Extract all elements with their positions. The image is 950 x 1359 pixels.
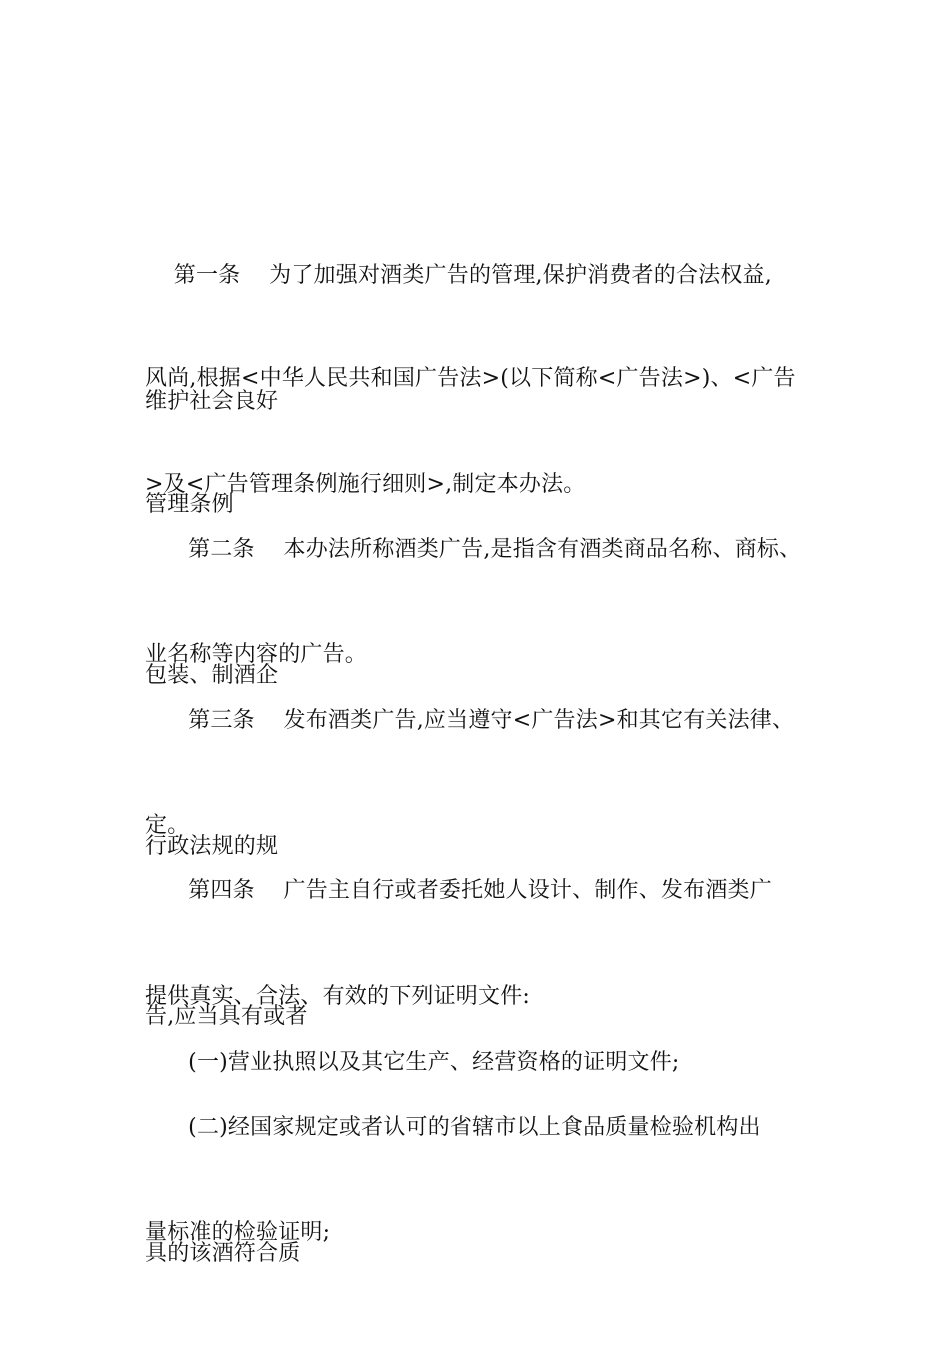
text-line: 管理条例: [145, 492, 234, 517]
paragraph-continuation: [145, 1128, 835, 1338]
text-line: 定。: [145, 813, 190, 838]
text-line: 第三条 发布酒类广告,应当遵守<广告法>和其它有关法律、: [145, 708, 795, 733]
text-line: 第二条 本办法所称酒类广告,是指含有酒类商品名称、商标、: [145, 537, 802, 562]
text-line: (二)经国家规定或者认可的省辖市以上食品质量检验机构出: [145, 1115, 761, 1140]
text-line: 告,应当具有或者: [145, 1004, 308, 1029]
text-line: 量标准的检验证明;: [145, 1220, 331, 1245]
text-line: 业名称等内容的广告。: [145, 642, 368, 667]
text-line: 第一条 为了加强对酒类广告的管理,保护消费者的合法权益,: [145, 263, 772, 288]
text-line: 提供真实、合法、有效的下列证明文件:: [145, 984, 531, 1009]
text-line: 包装、制酒企: [145, 663, 279, 688]
text-line: 风尚,根据<中华人民共和国广告法>(以下简称<广告法>)、<广告: [145, 366, 796, 391]
text-line: 具的该酒符合质: [145, 1241, 301, 1266]
text-line: 维护社会良好: [145, 389, 279, 414]
text-line: (一)营业执照以及其它生产、经营资格的证明文件;: [145, 1050, 680, 1075]
text-line: 第四条 广告主自行或者委托她人设计、制作、发布酒类广: [145, 878, 772, 903]
text-line: >及<广告管理条例施行细则>,制定本办法。: [145, 472, 586, 497]
text-line: 行政法规的规: [145, 834, 279, 859]
